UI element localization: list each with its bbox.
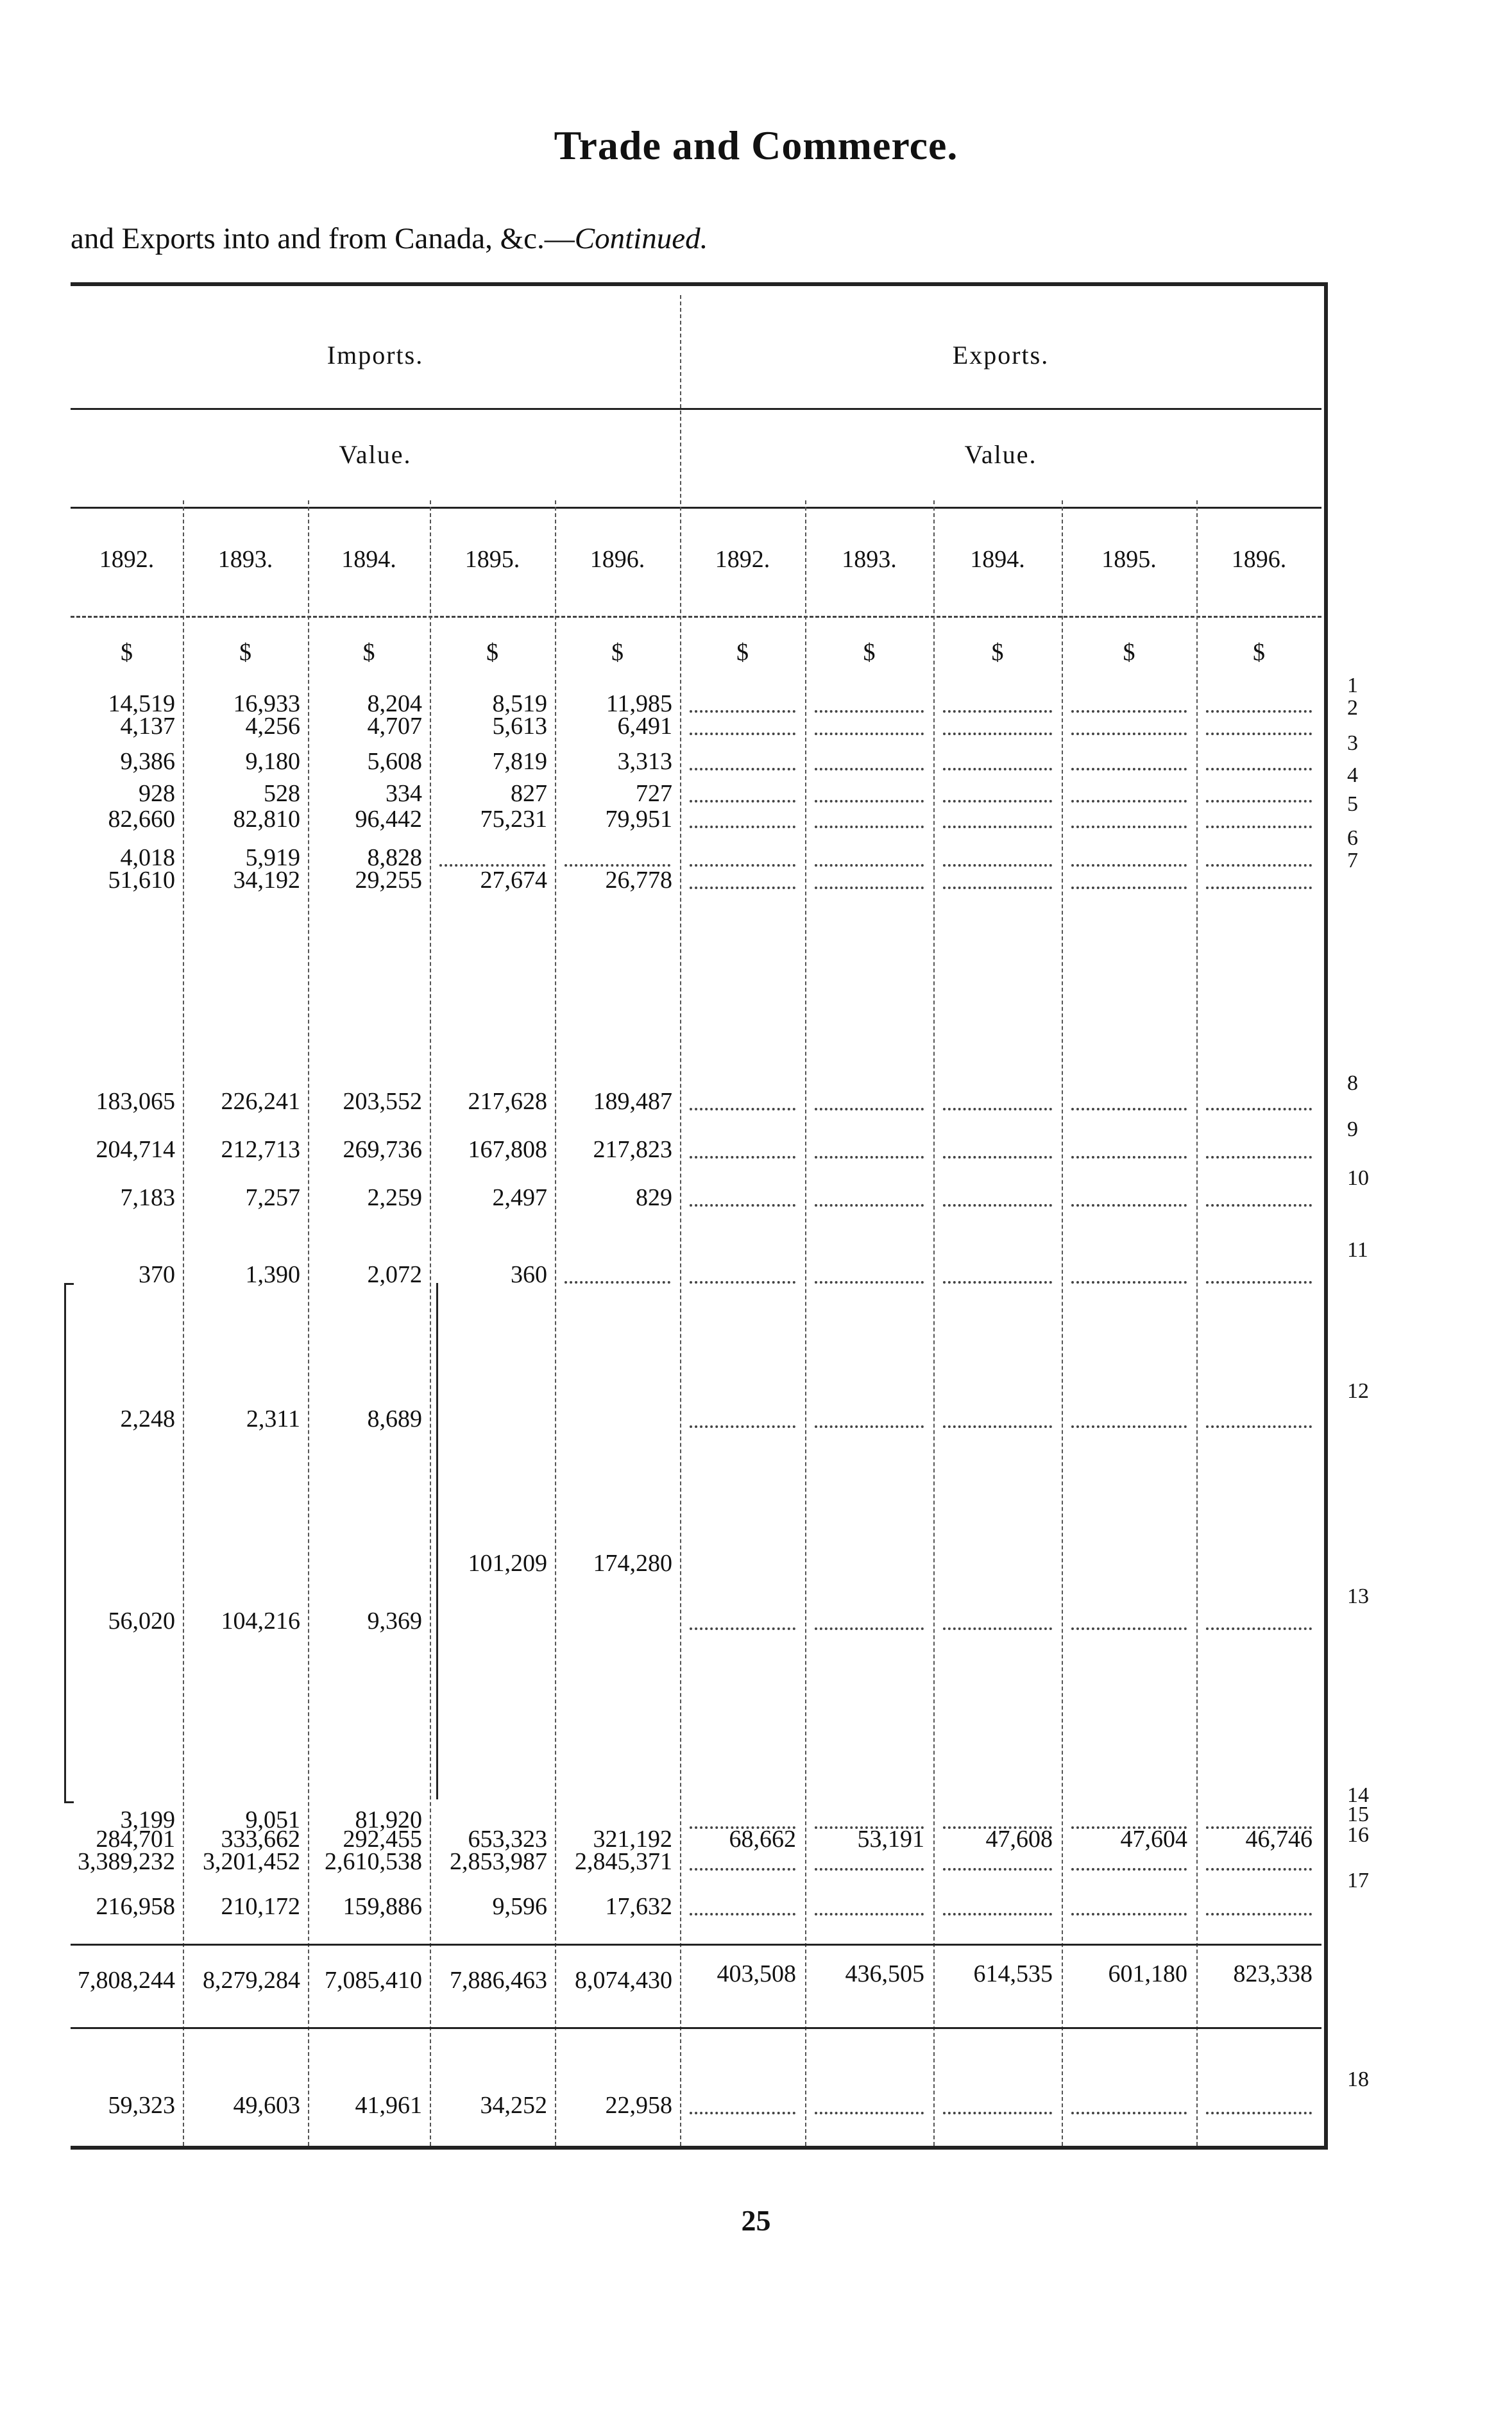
row-number: 11 — [1347, 1238, 1368, 1262]
import-cell: 79,951 — [605, 806, 672, 833]
import-cell: 4,256 — [245, 713, 300, 740]
row-number: 16 — [1347, 1823, 1369, 1847]
import-cell: 6,491 — [617, 713, 672, 740]
empty-cell-leader — [815, 864, 924, 867]
empty-cell-leader — [1071, 1108, 1187, 1110]
page-title: Trade and Commerce. — [554, 123, 958, 168]
empty-cell-leader — [943, 1108, 1052, 1110]
empty-cell-leader — [1071, 1281, 1187, 1284]
empty-cell-leader — [815, 2112, 924, 2114]
header-rule-3 — [71, 616, 1321, 618]
row-number: 15 — [1347, 1803, 1369, 1826]
trade-table — [71, 282, 1369, 2143]
empty-cell-leader — [943, 1156, 1052, 1159]
row-number: 17 — [1347, 1869, 1369, 1892]
import-cell: 204,714 — [96, 1136, 175, 1163]
table-top-rule — [71, 282, 1328, 286]
empty-cell-leader — [690, 1913, 795, 1915]
empty-cell-leader — [1071, 800, 1187, 803]
total-export-cell: 614,535 — [973, 1960, 1053, 1987]
import-cell: 2,610,538 — [325, 1848, 422, 1875]
import-cell: 26,778 — [605, 867, 672, 894]
empty-cell-leader — [943, 864, 1052, 867]
import-cell: 203,552 — [343, 1088, 422, 1115]
import-cell: 3,389,232 — [78, 1848, 175, 1875]
row-number: 14 — [1347, 1783, 1369, 1807]
currency-symbol: $ — [736, 639, 749, 666]
empty-cell-leader — [1071, 1156, 1187, 1159]
import-cell: 9,180 — [245, 748, 300, 775]
import-cell: 2,259 — [367, 1184, 422, 1211]
row-number: 2 — [1347, 696, 1358, 720]
import-cell: 167,808 — [468, 1136, 547, 1163]
empty-cell-leader — [815, 1156, 924, 1159]
import-cell: 22,958 — [605, 2092, 672, 2119]
import-cell: 216,958 — [96, 1893, 175, 1920]
import-cell: 653,323 — [468, 1826, 547, 1853]
import-cell: 8,828 — [367, 844, 422, 871]
import-cell: 7,257 — [245, 1184, 300, 1211]
total-export-cell: 403,508 — [717, 1960, 796, 1987]
import-cell: 16,933 — [233, 690, 300, 717]
empty-cell-leader — [1206, 864, 1312, 867]
import-cell: 8,204 — [367, 690, 422, 717]
empty-cell-leader — [943, 1868, 1052, 1871]
empty-cell-leader — [1071, 887, 1187, 889]
row-number: 4 — [1347, 763, 1358, 787]
import-cell: 17,632 — [605, 1893, 672, 1920]
empty-cell-leader — [690, 864, 795, 867]
empty-cell-leader — [1206, 1156, 1312, 1159]
import-cell: 4,137 — [120, 713, 175, 740]
import-cell: 9,386 — [120, 748, 175, 775]
import-cell: 727 — [636, 780, 672, 807]
import-cell: 2,311 — [246, 1406, 300, 1432]
total-import-cell: 7,808,244 — [78, 1967, 175, 1994]
import-cell: 7,819 — [492, 748, 547, 775]
column-divider — [1196, 500, 1198, 2146]
empty-cell-leader — [1071, 1868, 1187, 1871]
empty-cell-leader — [1206, 1868, 1312, 1871]
empty-cell-leader — [1071, 2112, 1187, 2114]
import-cell: 34,252 — [480, 2092, 547, 2119]
year-header: 1893. — [217, 546, 273, 573]
import-cell: 4,707 — [367, 713, 422, 740]
import-cell: 81,920 — [355, 1806, 422, 1833]
import-cell: 7,183 — [120, 1184, 175, 1211]
year-header: 1894. — [341, 546, 396, 573]
empty-cell-leader — [690, 826, 795, 828]
export-cell: 47,604 — [1120, 1826, 1187, 1853]
empty-cell-leader — [815, 1627, 924, 1630]
import-cell: 5,608 — [367, 748, 422, 775]
row-number: 1 — [1347, 674, 1358, 697]
empty-cell-leader — [943, 710, 1052, 713]
empty-cell-leader — [1071, 733, 1187, 735]
empty-cell-leader — [690, 2112, 795, 2114]
row-number: 8 — [1347, 1071, 1358, 1095]
import-cell: 29,255 — [355, 867, 422, 894]
empty-cell-leader — [1206, 710, 1312, 713]
empty-cell-leader — [815, 1108, 924, 1110]
empty-cell-leader — [943, 887, 1052, 889]
year-header: 1896. — [1231, 546, 1287, 573]
column-divider — [933, 500, 935, 2146]
import-cell: 2,497 — [492, 1184, 547, 1211]
year-header: 1894. — [970, 546, 1025, 573]
import-cell: 928 — [139, 780, 175, 807]
empty-cell-leader — [815, 1204, 924, 1207]
empty-cell-leader — [1071, 768, 1187, 770]
import-cell: 217,628 — [468, 1088, 547, 1115]
import-cell: 34,192 — [233, 867, 300, 894]
export-cell: 47,608 — [985, 1826, 1053, 1853]
row-number: 6 — [1347, 826, 1358, 850]
empty-cell-leader — [690, 1868, 795, 1871]
brace-left-12-14 — [64, 1283, 74, 1803]
import-cell: 41,961 — [355, 2092, 422, 2119]
import-cell: 9,596 — [492, 1893, 547, 1920]
import-cell: 284,701 — [96, 1826, 175, 1853]
empty-cell-leader — [1206, 1425, 1312, 1428]
empty-cell-leader — [690, 1156, 795, 1159]
import-cell: 5,613 — [492, 713, 547, 740]
row-number: 9 — [1347, 1117, 1358, 1141]
total-import-cell: 7,085,410 — [325, 1967, 422, 1994]
empty-cell-leader — [690, 887, 795, 889]
empty-cell-leader — [815, 710, 924, 713]
imports-header: Imports. — [327, 341, 424, 369]
empty-cell-leader — [690, 1281, 795, 1284]
currency-symbol: $ — [121, 639, 133, 666]
row-number: 10 — [1347, 1166, 1369, 1190]
exports-header: Exports. — [952, 341, 1049, 369]
year-header: 1893. — [842, 546, 897, 573]
empty-cell-leader — [1071, 1425, 1187, 1428]
total-import-cell: 8,279,284 — [203, 1967, 300, 1994]
empty-cell-leader — [815, 1425, 924, 1428]
table-right-rule — [1324, 282, 1328, 2150]
import-cell: 827 — [511, 780, 547, 807]
total-export-cell: 823,338 — [1233, 1960, 1312, 1987]
brace-right-12-14 — [436, 1283, 438, 1799]
export-cell: 68,662 — [729, 1826, 796, 1853]
empty-cell-leader — [1206, 768, 1312, 770]
empty-cell-leader — [690, 1627, 795, 1630]
year-header: 1895. — [464, 546, 520, 573]
import-cell: 210,172 — [221, 1893, 300, 1920]
empty-cell-leader — [815, 1913, 924, 1915]
import-cell: 8,519 — [492, 690, 547, 717]
empty-cell-leader — [943, 1627, 1052, 1630]
import-cell: 3,313 — [617, 748, 672, 775]
row-number: 7 — [1347, 849, 1358, 872]
import-cell: 75,231 — [480, 806, 547, 833]
import-cell: 528 — [264, 780, 300, 807]
export-cell: 46,746 — [1245, 1826, 1312, 1853]
empty-cell-leader — [1071, 1204, 1187, 1207]
import-cell: 212,713 — [221, 1136, 300, 1163]
empty-cell-leader — [815, 826, 924, 828]
import-cell: 217,823 — [593, 1136, 672, 1163]
page-number: 25 — [741, 2204, 771, 2237]
empty-cell-leader — [943, 2112, 1052, 2114]
import-cell: 51,610 — [108, 867, 175, 894]
import-cell: 96,442 — [355, 806, 422, 833]
currency-symbol: $ — [1253, 639, 1265, 666]
page-subtitle: and Exports into and from Canada, &c.—Continued. — [71, 222, 708, 255]
currency-symbol: $ — [362, 639, 375, 666]
import-cell: 1,390 — [245, 1261, 300, 1288]
import-cell: 82,810 — [233, 806, 300, 833]
exports-value-label: Value. — [964, 440, 1037, 469]
empty-cell-leader — [1071, 826, 1187, 828]
import-cell: 189,487 — [593, 1088, 672, 1115]
import-cell: 292,455 — [343, 1826, 422, 1853]
empty-cell-leader — [1206, 733, 1312, 735]
empty-cell-leader — [1071, 1913, 1187, 1915]
import-cell: 27,674 — [480, 867, 547, 894]
import-cell: 2,853,987 — [450, 1848, 547, 1875]
import-cell: 360 — [511, 1261, 547, 1288]
empty-cell-leader — [943, 768, 1052, 770]
year-header: 1895. — [1101, 546, 1157, 573]
import-cell: 11,985 — [606, 690, 672, 717]
import-cell: 2,845,371 — [575, 1848, 672, 1875]
year-header: 1892. — [715, 546, 770, 573]
empty-cell-leader — [815, 1868, 924, 1871]
empty-cell-leader — [1206, 1281, 1312, 1284]
empty-cell-leader — [943, 826, 1052, 828]
empty-cell-leader — [1206, 826, 1312, 828]
empty-cell-leader — [690, 768, 795, 770]
import-cell: 159,886 — [343, 1893, 422, 1920]
import-cell: 370 — [139, 1261, 175, 1288]
empty-cell-leader — [815, 1281, 924, 1284]
combined-cell: 174,280 — [593, 1550, 672, 1577]
import-cell: 183,065 — [96, 1088, 175, 1115]
total-import-cell: 8,074,430 — [575, 1967, 672, 1994]
import-cell: 3,199 — [120, 1806, 175, 1833]
empty-cell-leader — [943, 1204, 1052, 1207]
import-cell: 2,248 — [120, 1406, 175, 1432]
currency-symbol: $ — [863, 639, 876, 666]
empty-cell-leader — [943, 1913, 1052, 1915]
table-bottom-rule — [71, 2146, 1328, 2150]
row-number: 3 — [1347, 731, 1358, 755]
import-cell: 14,519 — [108, 690, 175, 717]
empty-cell-leader — [1206, 1204, 1312, 1207]
empty-cell-leader — [1206, 1913, 1312, 1915]
currency-symbol: $ — [991, 639, 1004, 666]
empty-cell-leader — [815, 800, 924, 803]
currency-symbol: $ — [486, 639, 498, 666]
empty-cell-leader — [1206, 1627, 1312, 1630]
export-cell: 53,191 — [857, 1826, 924, 1853]
totals-rule-top — [71, 1944, 1321, 1946]
row-number: 5 — [1347, 792, 1358, 816]
import-cell: 321,192 — [593, 1826, 672, 1853]
total-export-cell: 601,180 — [1108, 1960, 1187, 1987]
empty-cell-leader — [1071, 864, 1187, 867]
import-cell: 9,051 — [245, 1806, 300, 1833]
empty-cell-leader — [1071, 710, 1187, 713]
empty-cell-leader — [815, 887, 924, 889]
empty-cell-leader — [690, 1204, 795, 1207]
empty-cell-leader — [690, 1108, 795, 1110]
import-cell: 829 — [636, 1184, 672, 1211]
import-cell: 333,662 — [221, 1826, 300, 1853]
empty-cell-leader — [565, 1281, 670, 1284]
import-cell: 8,689 — [367, 1406, 422, 1432]
empty-cell-leader — [690, 800, 795, 803]
empty-cell-leader — [1206, 2112, 1312, 2114]
import-cell: 104,216 — [221, 1608, 300, 1635]
import-cell: 4,018 — [120, 844, 175, 871]
import-cell: 269,736 — [343, 1136, 422, 1163]
header-rule-1 — [71, 408, 1321, 410]
empty-cell-leader — [943, 1281, 1052, 1284]
import-cell: 226,241 — [221, 1088, 300, 1115]
empty-cell-leader — [690, 1425, 795, 1428]
empty-cell-leader — [1206, 1108, 1312, 1110]
total-export-cell: 436,505 — [845, 1960, 924, 1987]
year-header: 1896. — [590, 546, 645, 573]
imports-value-label: Value. — [339, 440, 412, 469]
empty-cell-leader — [943, 1425, 1052, 1428]
import-cell: 5,919 — [245, 844, 300, 871]
empty-cell-leader — [815, 733, 924, 735]
empty-cell-leader — [690, 710, 795, 713]
empty-cell-leader — [943, 800, 1052, 803]
column-divider — [1062, 500, 1063, 2146]
import-cell: 3,201,452 — [203, 1848, 300, 1875]
currency-symbol: $ — [1123, 639, 1135, 666]
import-cell: 9,369 — [367, 1608, 422, 1635]
row-number: 13 — [1347, 1584, 1369, 1608]
empty-cell-leader — [815, 768, 924, 770]
currency-symbol: $ — [239, 639, 251, 666]
import-cell: 82,660 — [108, 806, 175, 833]
combined-cell: 101,209 — [468, 1550, 547, 1577]
import-cell: 59,323 — [108, 2092, 175, 2119]
empty-cell-leader — [1206, 887, 1312, 889]
row-number: 12 — [1347, 1379, 1369, 1403]
total-import-cell: 7,886,463 — [450, 1967, 547, 1994]
empty-cell-leader — [690, 733, 795, 735]
empty-cell-leader — [1071, 1627, 1187, 1630]
currency-symbol: $ — [611, 639, 624, 666]
totals-rule-bottom — [71, 2027, 1321, 2029]
column-divider — [805, 500, 806, 2146]
year-header: 1892. — [99, 546, 155, 573]
import-cell: 56,020 — [108, 1608, 175, 1635]
row-number: 18 — [1347, 2068, 1369, 2091]
empty-cell-leader — [1206, 800, 1312, 803]
import-cell: 2,072 — [367, 1261, 422, 1288]
header-rule-2 — [71, 507, 1321, 509]
import-cell: 334 — [386, 780, 422, 807]
empty-cell-leader — [943, 733, 1052, 735]
import-cell: 49,603 — [233, 2092, 300, 2119]
